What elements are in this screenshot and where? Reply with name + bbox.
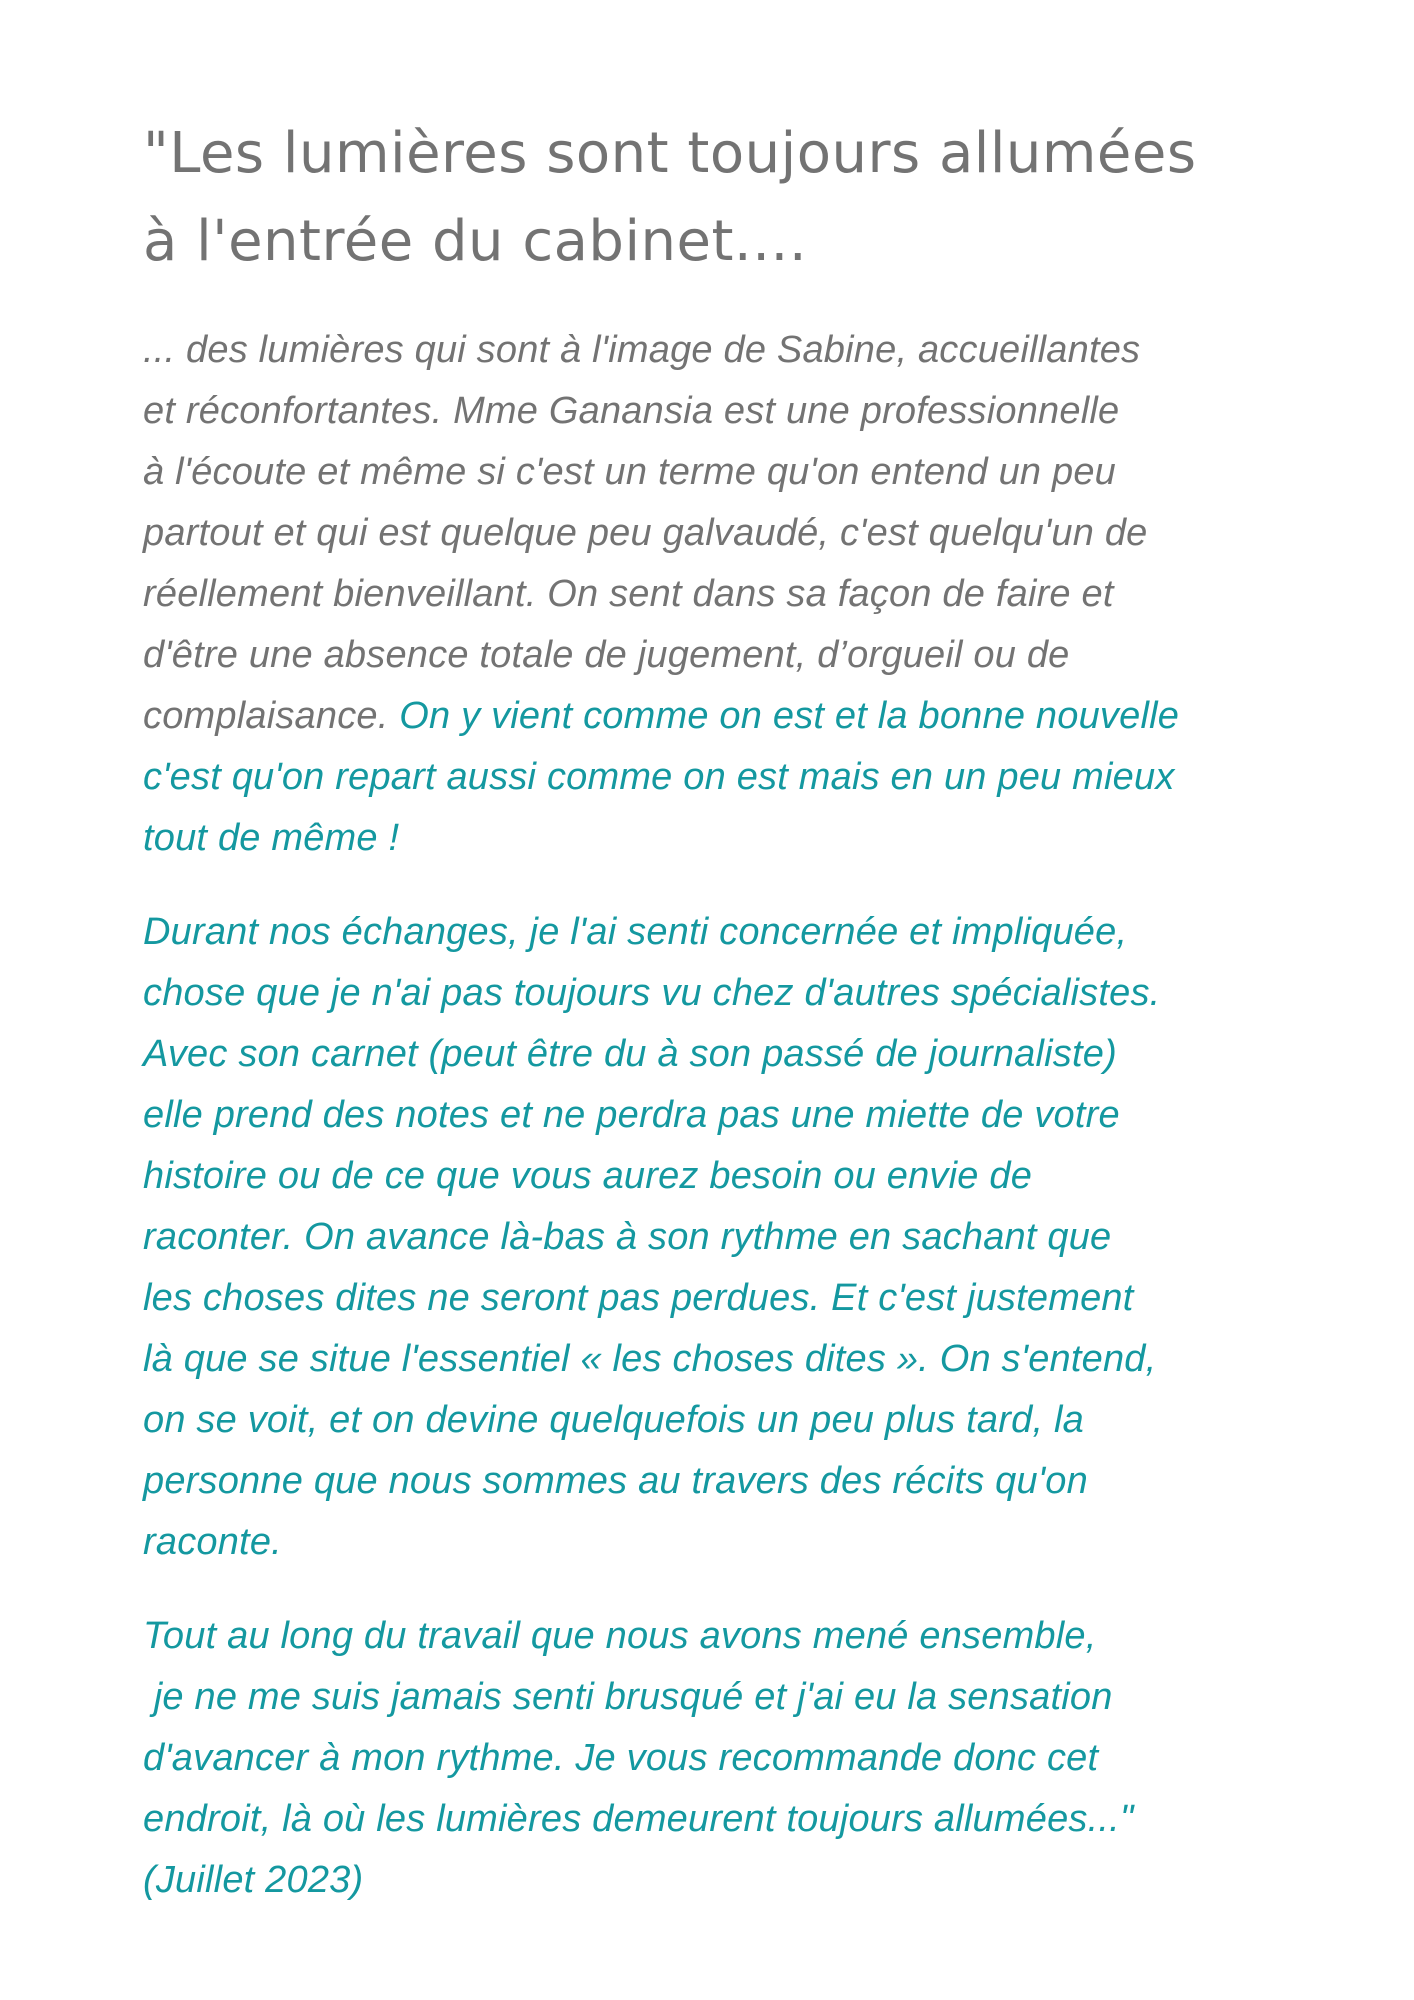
paragraph-line: d'être une absence totale de jugement, d’orgueil ou de (143, 634, 1070, 676)
paragraph-line: et réconfortantes. Mme Ganansia est une professionnelle (143, 390, 1120, 432)
paragraph-line: d'avancer à mon rythme. Je vous recommande donc cet (143, 1737, 1099, 1779)
paragraph-line: Durant nos échanges, je l'ai senti concernée et impliquée, (143, 911, 1128, 953)
testimonial-paragraph-3 (143, 1606, 1303, 1911)
paragraph-line: raconte. (143, 1521, 282, 1563)
paragraph-line: Avec son carnet (peut être du à son passé de journaliste) (143, 1033, 1117, 1075)
paragraph-line: les choses dites ne seront pas perdues. Et c'est justement (143, 1277, 1134, 1319)
paragraph-line: c'est qu'on repart aussi comme on est mais en un peu mieux (143, 756, 1175, 798)
paragraph-line-mixed (143, 686, 1303, 747)
paragraph-line: elle prend des notes et ne perdra pas une miette de votre (143, 1094, 1120, 1136)
paragraph-line: chose que je n'ai pas toujours vu chez d'autres spécialistes. (143, 972, 1161, 1014)
paragraph-line: personne que nous sommes au travers des récits qu'on (143, 1460, 1088, 1502)
testimonial-page (143, 110, 1303, 1911)
testimonial-title (143, 110, 1303, 286)
testimonial-date: (Juillet 2023) (143, 1859, 364, 1901)
gray-text-segment: complaisance. (143, 695, 400, 737)
paragraph-line: je ne me suis jamais senti brusqué et j'ai eu la sensation (143, 1676, 1113, 1718)
paragraph-line: ... des lumières qui sont à l'image de Sabine, accueillantes (143, 329, 1141, 371)
paragraph-line: là que se situe l'essentiel « les choses dites ». On s'entend, (143, 1338, 1157, 1380)
paragraph-line: partout et qui est quelque peu galvaudé, c'est quelqu'un de (143, 512, 1148, 554)
paragraph-line: histoire ou de ce que vous aurez besoin ou envie de (143, 1155, 1033, 1197)
title-line: à l'entrée du cabinet.... (143, 209, 808, 274)
testimonial-paragraph-1 (143, 320, 1303, 869)
testimonial-paragraph-2 (143, 902, 1303, 1573)
paragraph-line: à l'écoute et même si c'est un terme qu'on entend un peu (143, 451, 1117, 493)
teal-text-segment: On y vient comme on est et la bonne nouvelle (399, 695, 1180, 737)
paragraph-line: Tout au long du travail que nous avons mené ensemble, (143, 1615, 1097, 1657)
paragraph-line: raconter. On avance là-bas à son rythme en sachant que (143, 1216, 1112, 1258)
paragraph-line: endroit, là où les lumières demeurent toujours allumées..." (143, 1798, 1134, 1840)
paragraph-line: tout de même ! (143, 817, 400, 859)
title-line: "Les lumières sont toujours allumées (143, 121, 1197, 186)
paragraph-line: réellement bienveillant. On sent dans sa façon de faire et (143, 573, 1114, 615)
paragraph-line: on se voit, et on devine quelquefois un peu plus tard, la (143, 1399, 1084, 1441)
